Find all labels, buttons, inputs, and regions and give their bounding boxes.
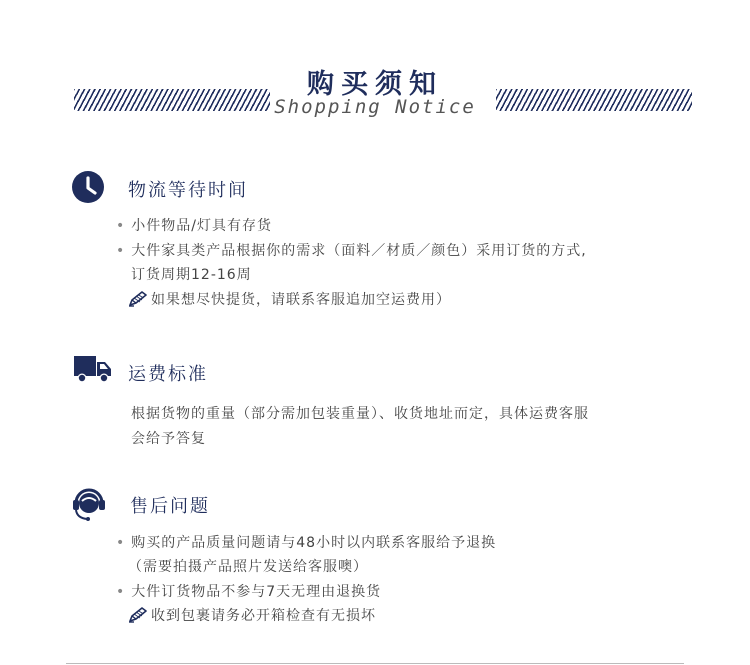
divider (66, 663, 684, 664)
section-title-aftersales: 售后问题 (130, 496, 210, 517)
paragraph-line: 根据货物的重量（部分需加包装重量）、收货地址而定，具体运费客服 (131, 406, 589, 422)
list-item: • 大件订货物品不参与7天无理由退换货 (116, 584, 382, 600)
list-item-continuation: 订货周期12-16周 (131, 267, 252, 283)
section-title-shipping: 运费标准 (128, 364, 208, 385)
page-subtitle: Shopping Notice (274, 96, 476, 118)
headset-icon (71, 485, 107, 523)
clock-icon (71, 170, 105, 204)
truck-icon (73, 354, 113, 388)
note-line: 收到包裹请务必开箱检查有无损坏 (128, 605, 376, 625)
list-item: • 大件家具类产品根据你的需求（面料／材质／颜色）采用订货的方式, (116, 243, 587, 259)
section-title-logistics: 物流等待时间 (128, 180, 248, 201)
list-item: • 购买的产品质量问题请与48小时以内联系客服给予退换 (116, 535, 497, 551)
list-item: • 小件物品/灯具有存货 (116, 218, 272, 234)
note-line: 如果想尽快提货，请联系客服追加空运费用） (128, 289, 451, 309)
pencil-icon (128, 607, 148, 623)
pencil-icon (128, 291, 148, 307)
paragraph-line: 会给予答复 (131, 431, 206, 447)
page-title: 购买须知 (307, 69, 443, 100)
list-item-continuation: （需要拍摄产品照片发送给客服噢） (128, 559, 368, 575)
